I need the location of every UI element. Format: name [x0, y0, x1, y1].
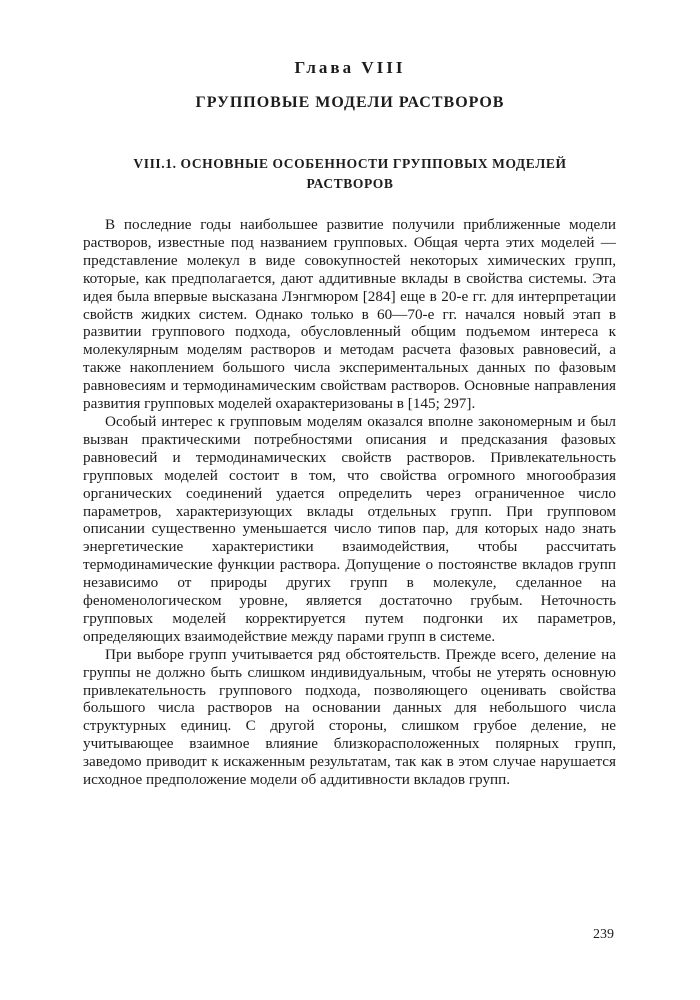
paragraph: При выборе групп учитывается ряд обстоятельств. Прежде всего, деление на группы не должно быть слишком индивидуальным, чтобы не утерять основную привлекательность группового подхода, позволяющего оценивать свойства большого числа растворов на основании данных для небольшого числа структурных единиц. С другой стороны, слишком грубое деление, не учитывающее взаимное влияние близкорасположенных полярных групп, заведомо приводит к искаженным результатам, так как в этом случае нарушается исходное предположение модели об аддитивности вкладов групп. — [83, 645, 616, 789]
chapter-label: Глава VIII — [294, 58, 406, 77]
page-number: 239 — [593, 927, 614, 942]
paragraph: Особый интерес к групповым моделям оказался вполне закономерным и был вызван практическими потребностями описания и предсказания фазовых равновесий и термодинамических свойств растворов. Привлекательность групповых моделей состоит в том, что свойства огромного многообразия органических соединений удается определить через ограниченное число параметров, характеризующих вклады отдельных групп. При групповом описании существенно уменьшается число типов пар, для которых надо знать энергетические характеристики взаимодействия, чтобы рассчитать термодинамические функции раствора. Допущение о постоянстве вкладов групп независимо от природы других групп в молекуле, сделанное на феноменологическом уровне, является достаточно грубым. Неточность групповых моделей корректируется путем подгонки их параметров, определяющих взаимодействие между парами групп в системе. — [83, 412, 616, 645]
paragraph: В последние годы наибольшее развитие получили приближенные модели растворов, известные под названием групповых. Общая черта этих моделей — представление молекул в виде совокупностей некоторых химических групп, которые, как предполагается, дают аддитивные вклады в свойства системы. Эта идея была впервые высказана Лэнгмюром [284] еще в 20-е гг. для интерпретации свойств жидких систем. Однако только в 60—70-е гг. начался новый этап в развитии группового подхода, обусловленный общим подъемом интереса к молекулярным моделям растворов и методам расчета фазовых равновесий, а также накоплением большого числа экспериментальных данных по фазовым равновесиям и термодинамическим свойствам растворов. Основные направления развития групповых моделей охарактеризованы в [145; 297]. — [83, 216, 616, 413]
section-title: VIII.1. ОСНОВНЫЕ ОСОБЕННОСТИ ГРУППОВЫХ МОДЕЛЕЙ РАСТВОРОВ — [133, 156, 567, 191]
chapter-title: ГРУППОВЫЕ МОДЕЛИ РАСТВОРОВ — [195, 94, 505, 111]
body-text — [83, 216, 616, 789]
